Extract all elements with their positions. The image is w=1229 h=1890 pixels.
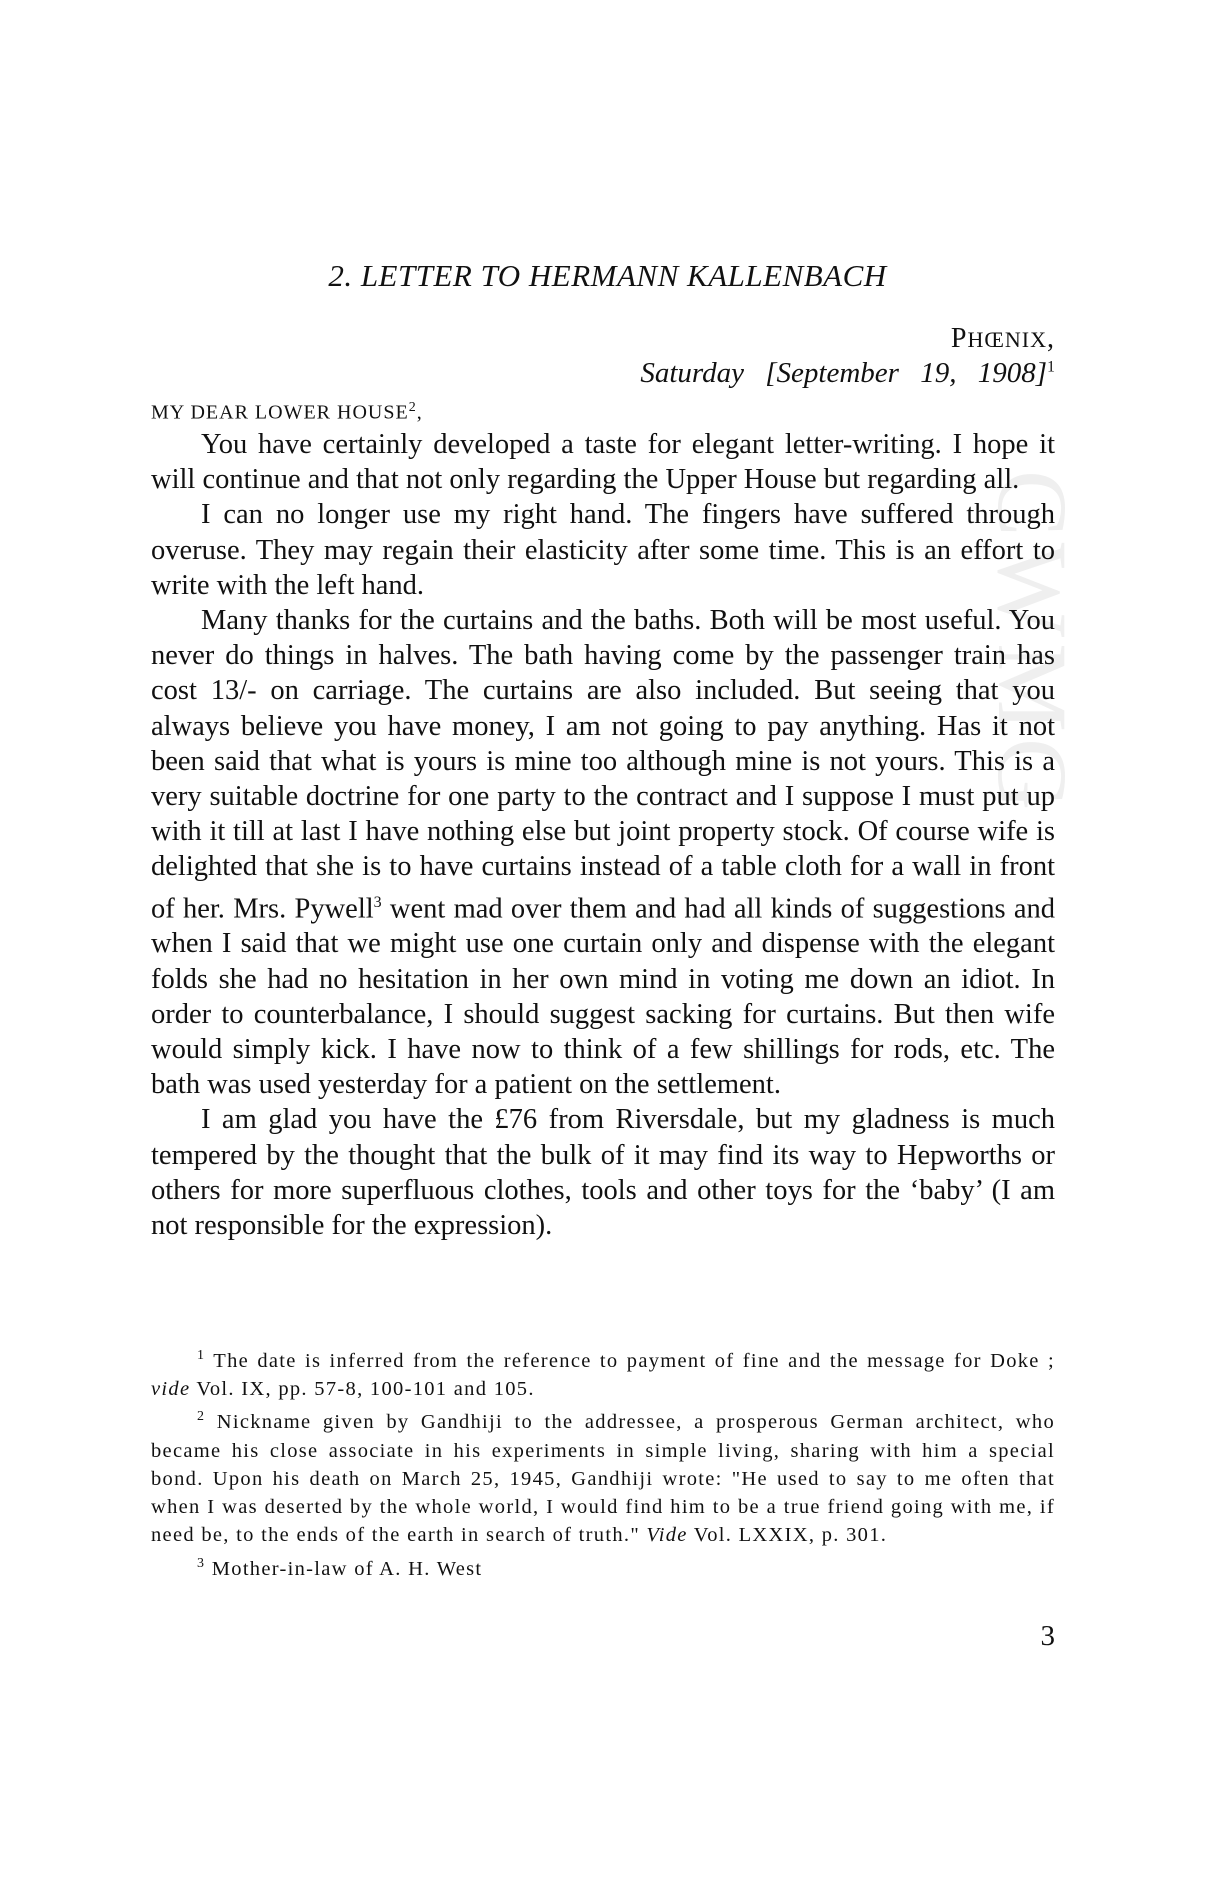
salutation-text: MY DEAR LOWER HOUSE	[151, 401, 409, 424]
footnote-1	[151, 1342, 1055, 1403]
paragraph-3-part-b: went mad over them and had all kinds of suggestions and when I said that we might use one curtain only and dispense with the elegant folds she had no hesitation in her own mind in voting me down an idiot. In order to counterbalance, I should suggest sacking for curtains. But then wife would simply kick. I have now to think of a few shillings for rods, etc. The bath was used yesterday for a patient on the settlement.	[151, 893, 1055, 1101]
place-initial: P	[950, 323, 968, 354]
footnote-3-text: Mother-in-law of A. H. West	[205, 1557, 483, 1580]
date-line	[640, 357, 1055, 390]
page-number: 3	[1040, 1620, 1055, 1652]
paragraph-3-part-a: Many thanks for the curtains and the baths. Both will be most useful. You never do things in halves. The bath having come by the passenger train has cost 13/- on carriage. The curtains are also included. But seeing that you always believe you have money, I am not going to pay anything. Has it not been said that what is yours is mine too although mine is not yours. This is a very suitable doctrine for one party to the contract and I suppose I must put up with it till at last I have nothing else but joint property stock. Of course wife is delighted that she is to have curtains instead of a table cloth for a wall in front of her. Mrs. Pywell	[151, 605, 1055, 925]
footnote-2-text-b: Vol. LXXIX, p. 301.	[687, 1524, 888, 1547]
place-punct: ,	[1047, 323, 1055, 354]
footnote-2-text-a: Nickname given by Gandhiji to the addressee, a prosperous German architect, who became his close associate in his experiments in simple living, sharing with him a special bond. Upon his death on March 25, 1945, Gandhiji wrote: "He used to say to me often that when I was deserted by the whole world, I would find him to be a true friend going with me, if need be, to the ends of the earth in search of truth."	[151, 1411, 1055, 1547]
paragraph-3	[151, 603, 1055, 1102]
letter-body	[151, 427, 1055, 1243]
footnotes	[151, 1342, 1055, 1583]
footnote-1-text-a: The date is inferred from the reference to payment of fine and the message for Doke ;	[205, 1349, 1055, 1372]
footnote-2-vide: Vide	[646, 1524, 688, 1547]
salutation	[151, 400, 423, 425]
salutation-punct: ,	[416, 401, 423, 424]
footnote-1-text-b: Vol. IX, pp. 57-8, 100-101 and 105.	[190, 1378, 535, 1401]
letter-title: 2. LETTER TO HERMANN KALLENBACH	[328, 258, 887, 293]
paragraph-2: I can no longer use my right hand. The fingers have suffered through overuse. They may regain their elasticity after some time. This is an effort to write with the left hand.	[151, 499, 1055, 601]
date-text: Saturday [September 19, 1908]	[640, 357, 1047, 389]
paragraph-4: I am glad you have the £76 from Riversdale, but my gladness is much tempered by the thought that the bulk of it may find its way to Hepworths or others for more superfluous clothes, tools and other toys for the ‘baby’ (I am not responsible for the expression).	[151, 1104, 1055, 1241]
footnote-3-number: 3	[197, 1555, 206, 1571]
paragraph-1: You have certainly developed a taste for elegant letter-writing. I hope it will continue and that not only regarding the Upper House but regarding all.	[151, 429, 1055, 496]
footnote-3	[151, 1550, 1055, 1583]
footnote-2-number: 2	[197, 1409, 206, 1425]
footnote-2	[151, 1403, 1055, 1549]
place-line	[951, 323, 1055, 355]
footnote-1-vide: vide	[151, 1378, 191, 1401]
watermark: CWMG	[977, 470, 1088, 817]
footnote-ref-3: 3	[373, 893, 382, 911]
footnote-ref-2: 2	[408, 400, 417, 415]
footnote-ref-1: 1	[1047, 358, 1055, 376]
footnote-1-number: 1	[197, 1348, 206, 1363]
place-name: HŒNIX	[967, 327, 1047, 352]
